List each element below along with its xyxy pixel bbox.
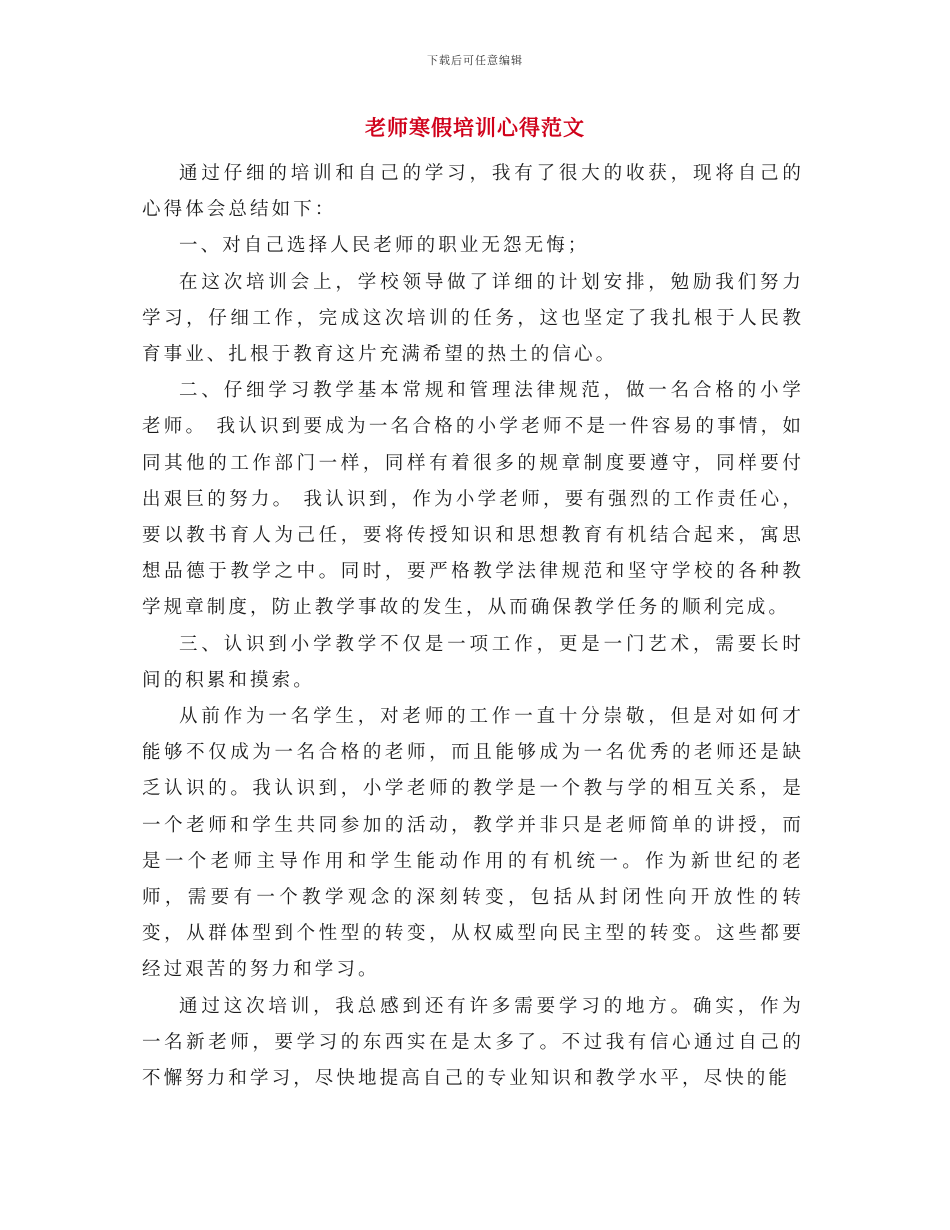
paragraph: 二、仔细学习教学基本常规和管理法律规范，做一名合格的小学老师。 我认识到要成为一名合格的小学老师不是一件容易的事情，如同其他的工作部门一样，同样有着很多的规章制度要遵守，同样要付出艰巨的努力。 我认识到，作为小学老师，要有强烈的工作责任心，要以教书育人为己任，要将传授知识和思想教育有机结合起来，寓思想品德于教学之中。同时，要严格教学法律规范和坚守学校的各种教学规章制度，防止教学事故的发生，从而确保教学任务的顺利完成。 — [142, 380, 804, 619]
paragraph: 一、对自己选择人民老师的职业无怨无悔； — [179, 235, 590, 257]
paragraph: 通过这次培训，我总感到还有许多需要学习的地方。确实，作为一名新老师，要学习的东西实在是太多了。不过我有信心通过自己的不懈努力和学习，尽快地提高自己的专业知识和教学水平，尽快的能 — [142, 995, 804, 1090]
document-body — [142, 156, 804, 1097]
paragraph: 从前作为一名学生，对老师的工作一直十分崇敬，但是对如何才能够不仅成为一名合格的老师，而且能够成为一名优秀的老师还是缺乏认识的。我认识到，小学老师的教学是一个教与学的相互关系，是一个老师和学生共同参加的活动，教学并非只是老师简单的讲授，而是一个老师主导作用和学生能动作用的有机统一。作为新世纪的老师，需要有一个教学观念的深刻转变，包括从封闭性向开放性的转变，从群体型到个性型的转变，从权威型向民主型的转变。这些都要经过艰苦的努力和学习。 — [142, 706, 804, 981]
paragraph: 在这次培训会上，学校领导做了详细的计划安排，勉励我们努力学习，仔细工作，完成这次培训的任务，这也坚定了我扎根于人民教育事业、扎根于教育这片充满希望的热土的信心。 — [142, 271, 804, 366]
document-title: 老师寒假培训心得范文 — [365, 115, 585, 140]
paragraph: 通过仔细的培训和自己的学习，我有了很大的收获，现将自己的心得体会总结如下： — [142, 163, 804, 221]
header-note: 下载后可任意编辑 — [427, 54, 523, 67]
paragraph: 三、认识到小学教学不仅是一项工作，更是一门艺术，需要长时间的积累和摸索。 — [142, 633, 804, 691]
